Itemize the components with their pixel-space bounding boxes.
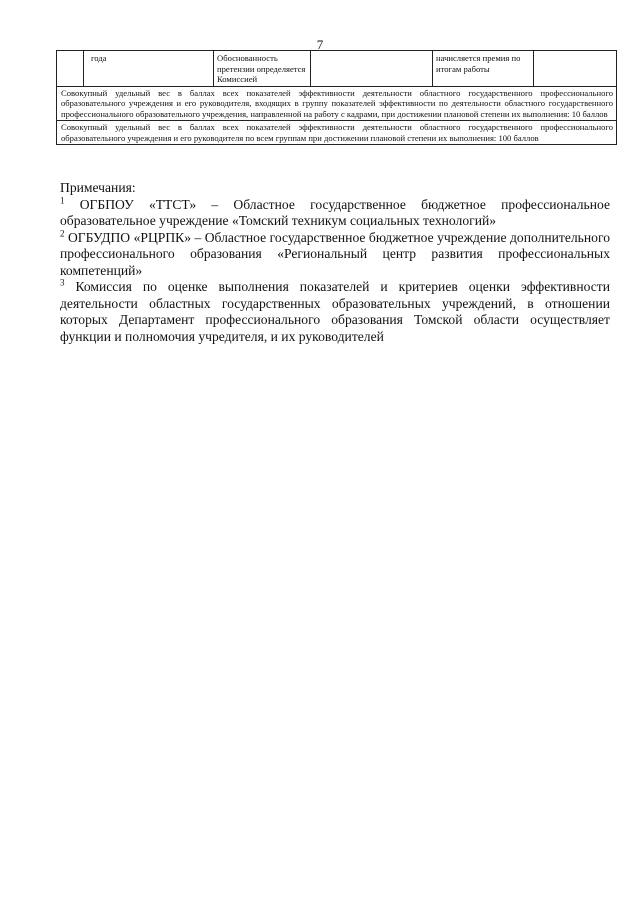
table-row: [57, 51, 617, 87]
footnote-text: ОГБУДПО «РЦРПК» – Областное государственное бюджетное учреждение дополнительного профессионального образования «Региональный центр развития профессиональных компетенций»: [60, 229, 610, 278]
footnote: [60, 227, 610, 280]
footnote-text: Комиссия по оценке выполнения показателей и критериев оценки эффективности деятельности областных государственных образовательных учреждений, в отношении которых Департамент профессионального образования Томской области осуществляет функции и полномочия учредителя, и их руководителей: [60, 279, 610, 344]
footnote-mark: 2: [60, 227, 65, 238]
table-cell: [57, 51, 84, 87]
table-cell: года: [84, 51, 214, 87]
footnote: [60, 279, 610, 345]
footnote-mark: 3: [60, 277, 65, 288]
table-cell: [311, 51, 433, 87]
table-row: [57, 121, 617, 145]
table-cell: начисляется премия по итогам работы: [433, 51, 534, 87]
table-row: [57, 86, 617, 121]
notes-section: [60, 180, 610, 345]
footnote: [60, 194, 610, 230]
page-number: 7: [316, 37, 324, 52]
footnote-text: ОГБПОУ «ТТСТ» – Областное государственное бюджетное профессиональное образовательное учреждение «Томский техникум социальных технологий»: [60, 196, 610, 228]
summary-cell: Совокупный удельный вес в баллах всех показателей эффективности деятельности областного государственного профессионального образовательного учреждения и его руководителя, входящих в группу показателей эффективности по деятельности областного государственного профессионального образовательного учреждения, направленной на работу с кадрами, при достижении плановой степени их выполнения: 10 баллов: [57, 86, 617, 121]
criteria-table: [56, 50, 616, 145]
summary-cell: Совокупный удельный вес в баллах всех показателей эффективности деятельности областного государственного профессионального образовательного учреждения и его руководителя по всем группам при достижении плановой степени их выполнения: 100 баллов: [57, 121, 617, 145]
table-cell: Обоснованность претензии определяется Комиссией: [214, 51, 311, 87]
footnote-mark: 1: [60, 194, 65, 205]
table-cell: [534, 51, 617, 87]
notes-title: Примечания:: [60, 180, 136, 195]
